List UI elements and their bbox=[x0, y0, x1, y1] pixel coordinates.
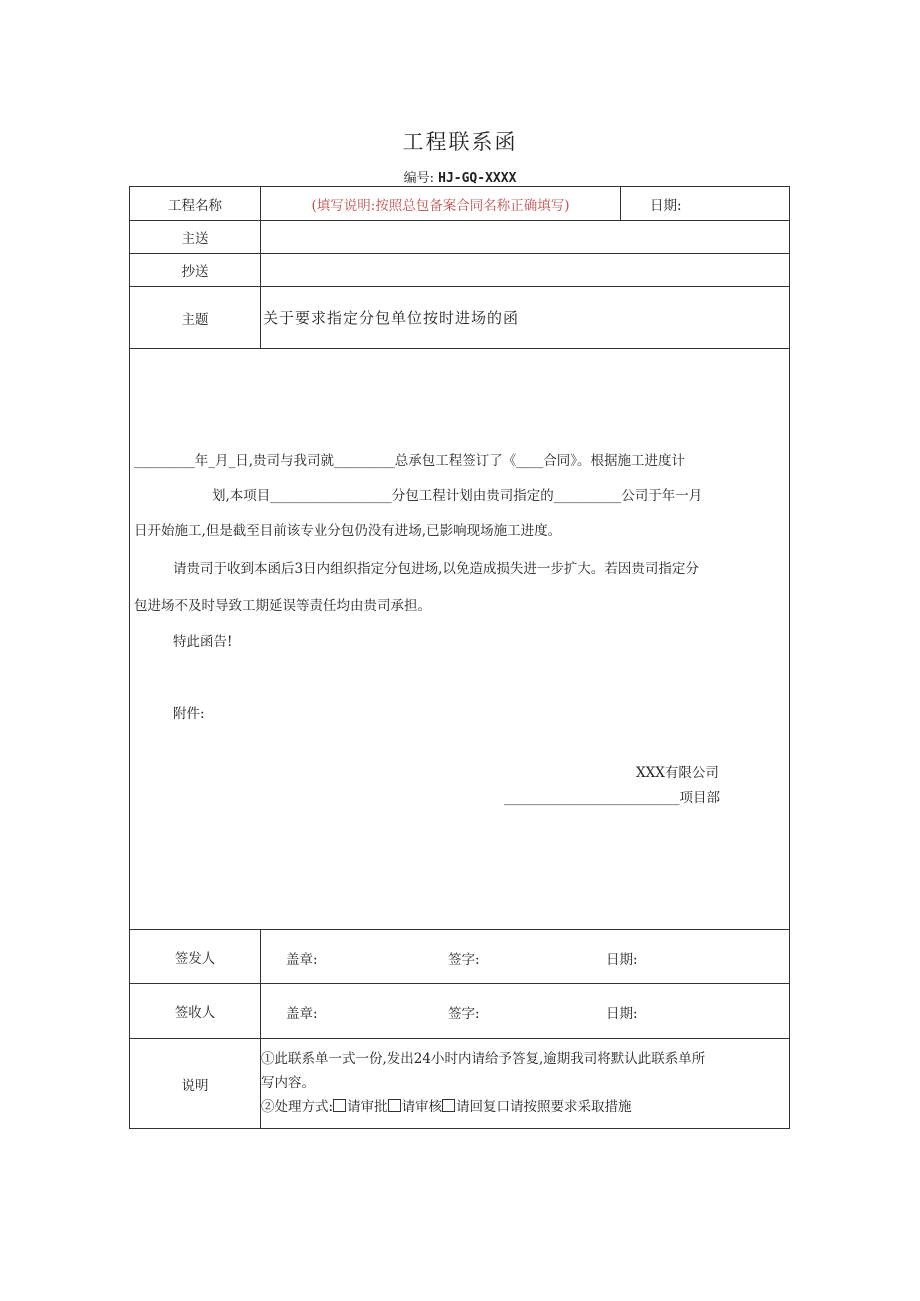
option-reply: 请回复口请按照要求采取措施 bbox=[456, 1099, 632, 1115]
option-review: 请审核 bbox=[401, 1099, 443, 1115]
company-name: XXX有限公司 bbox=[636, 765, 719, 781]
checkbox-reply[interactable] bbox=[442, 1099, 455, 1112]
receiver-seal-label: 盖章: bbox=[286, 1006, 318, 1022]
letter-line: _________年_月_日,贵司与我司就_________总承包工程签订了《____合同》。根据施工进度计 bbox=[134, 453, 686, 469]
notes-label: 说明 bbox=[181, 1077, 209, 1094]
subject-value: 关于要求指定分包单位按时进场的函 bbox=[263, 309, 520, 327]
option-approve: 请审批 bbox=[347, 1099, 388, 1115]
handling-label: ②处理方式: bbox=[261, 1099, 334, 1115]
document-number bbox=[0, 167, 920, 186]
receiver-date-label: 日期: bbox=[606, 1006, 638, 1022]
issuer-label: 签发人 bbox=[174, 950, 216, 967]
notes-line: 写内容。 bbox=[261, 1075, 315, 1091]
notes-line: ①此联系单一式一份,发出24小时内请给予答复,逾期我司将默认此联系单所 bbox=[261, 1051, 706, 1067]
cc-label: 抄送 bbox=[181, 264, 209, 280]
document-number-label: 编号: bbox=[403, 171, 434, 186]
cc-field[interactable] bbox=[261, 254, 790, 286]
notes-content bbox=[261, 1047, 789, 1119]
receiver-signature-label: 签字: bbox=[448, 1006, 480, 1022]
document-title: 工程联系函 bbox=[402, 130, 518, 154]
date-label: 日期: bbox=[650, 197, 682, 214]
issuer-seal-label: 盖章: bbox=[286, 952, 318, 968]
letter-line: 日开始施工,但是截至目前该专业分包仍没有进场,已影响现场施工进度。 bbox=[134, 523, 562, 539]
letter-line: 请贵司于收到本函后3日内组织指定分包进场,以免造成损失进一步扩大。若因贵司指定分 bbox=[173, 561, 699, 577]
project-name-label: 工程名称 bbox=[168, 197, 222, 214]
attachment-label: 附件: bbox=[173, 706, 205, 722]
checkbox-approve[interactable] bbox=[333, 1099, 346, 1112]
issuer-signature-label: 签字: bbox=[448, 952, 480, 968]
main-to-label: 主送 bbox=[181, 231, 209, 247]
receiver-label: 签收人 bbox=[174, 1005, 216, 1021]
issuer-date-label: 日期: bbox=[606, 952, 638, 968]
project-dept: __________________________项目部 bbox=[504, 790, 720, 806]
contact-letter-form bbox=[129, 186, 790, 1129]
handling-options bbox=[261, 1095, 789, 1119]
letter-line: 包进场不及时导致工期延误等责任均由贵司承担。 bbox=[134, 598, 431, 614]
letter-line: 划,本项目__________________分包工程计划由贵司指定的__________公司于年一月 bbox=[212, 488, 703, 504]
checkbox-review[interactable] bbox=[388, 1099, 401, 1112]
subject-label: 主题 bbox=[181, 311, 209, 328]
document-number-value: HJ-GQ-XXXX bbox=[438, 171, 517, 186]
project-name-field[interactable]: (填写说明:按照总包备案合同名称正确填写) bbox=[311, 197, 570, 214]
main-to-field[interactable] bbox=[261, 221, 790, 253]
closing-text: 特此函告! bbox=[173, 634, 233, 650]
